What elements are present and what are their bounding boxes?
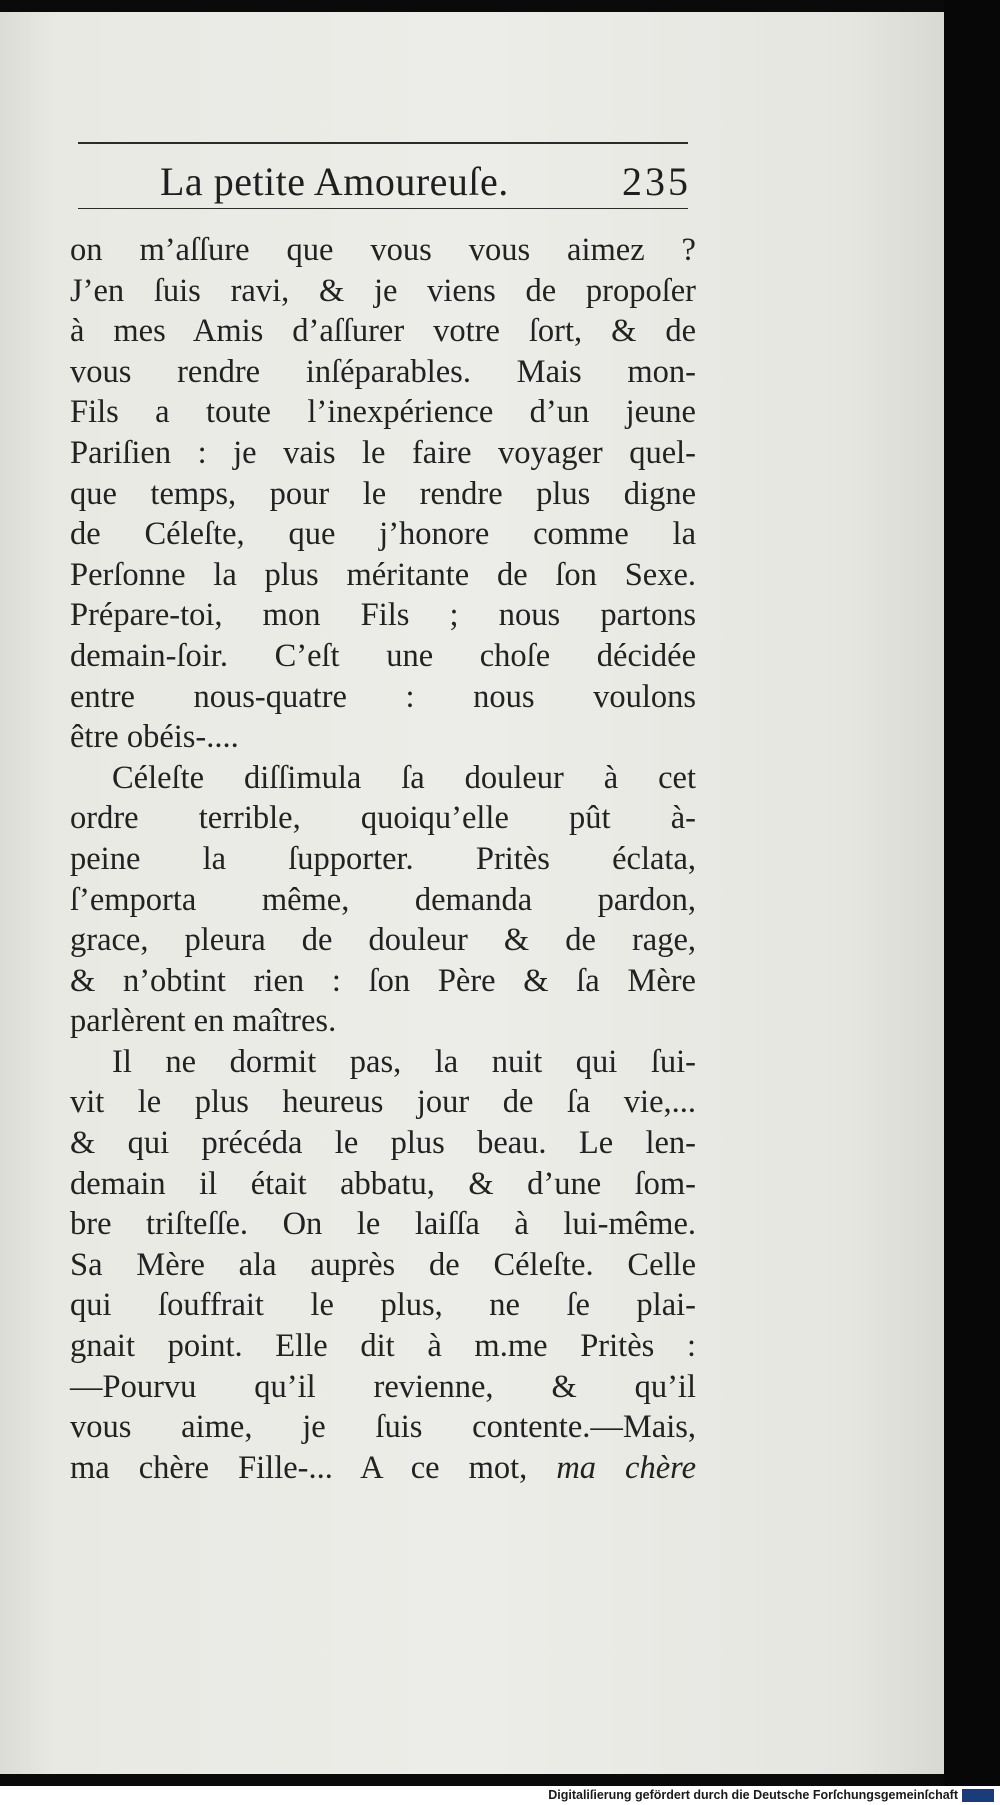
text-line: qui ſouffrait le plus, ne ſe plai- [70,1287,696,1324]
text-line: J’en ſuis ravi, & je viens de propoſer [70,272,696,309]
header-rule-top [78,142,688,144]
book-page [0,12,944,1774]
text-line: ordre terrible, quoiqu’elle pût à- [70,800,696,837]
text-line: Sa Mère ala auprès de Céleſte. Celle [70,1246,696,1283]
text-line: Céleſte diſſimula ſa douleur à cet [112,759,696,796]
text-line-main: ma chère Fille-... A ce mot, [70,1449,528,1486]
text-line: que temps, pour le rendre plus digne [70,475,696,512]
text-line: & n’obtint rien : ſon Père & ſa Mère [70,962,696,999]
text-line-final [70,1448,696,1489]
text-line: parlèrent en maîtres. [70,1003,337,1040]
text-line: vous aime, je ſuis contente.—Mais, [70,1409,696,1446]
text-line: gnait point. Elle dit à m.me Pritès : [70,1328,696,1365]
body-text [70,230,696,1488]
header-rule-bottom [78,208,688,209]
text-line: Prépare-toi, mon Fils ; nous partons [70,597,696,634]
text-line: Fils a toute l’inexpérience d’un jeune [70,394,696,431]
scan-background-edge [944,0,1000,1790]
running-header [78,152,693,204]
text-line: on m’aſſure que vous vous aimez ? [70,232,696,268]
funding-note: Digitaliſierung gefördert durch die Deutsche Forſchungsgemeinſchaft [548,1788,958,1802]
text-line: —Pourvu qu’il revienne, & qu’il [70,1368,696,1405]
text-line: de Céleſte, que j’honore comme la [70,516,696,553]
text-line: demain-ſoir. C’eſt une choſe décidée [70,637,696,674]
text-line: Il ne dormit pas, la nuit qui ſui- [112,1043,696,1080]
text-line: & qui précéda le plus beau. Le len- [70,1125,696,1162]
italic-phrase: ma chère [556,1449,697,1486]
page-number: 235 [622,159,691,204]
text-line: bre triſteſſe. On le laiſſa à lui-même. [70,1206,696,1243]
dfg-logo [962,1789,994,1802]
text-line: vit le plus heureus jour de ſa vie,... [70,1084,696,1121]
text-line: grace, pleura de douleur & de rage, [70,922,696,959]
text-line: Pariſien : je vais le faire voyager quel- [70,434,696,471]
text-line: Perſonne la plus méritante de ſon Sexe. [70,556,696,593]
text-line: peine la ſupporter. Pritès éclata, [70,840,696,877]
text-line: à mes Amis d’aſſurer votre ſort, & de [70,313,696,350]
text-line: ſ’emporta même, demanda pardon, [70,881,696,918]
text-line: demain il était abbatu, & d’une ſom- [70,1165,696,1202]
text-line: vous rendre inſéparables. Mais mon- [70,353,696,390]
running-title: La petite Amoureuſe. [160,159,509,204]
text-line: entre nous-quatre : nous voulons [70,678,696,715]
text-line: être obéis-.... [70,719,239,756]
